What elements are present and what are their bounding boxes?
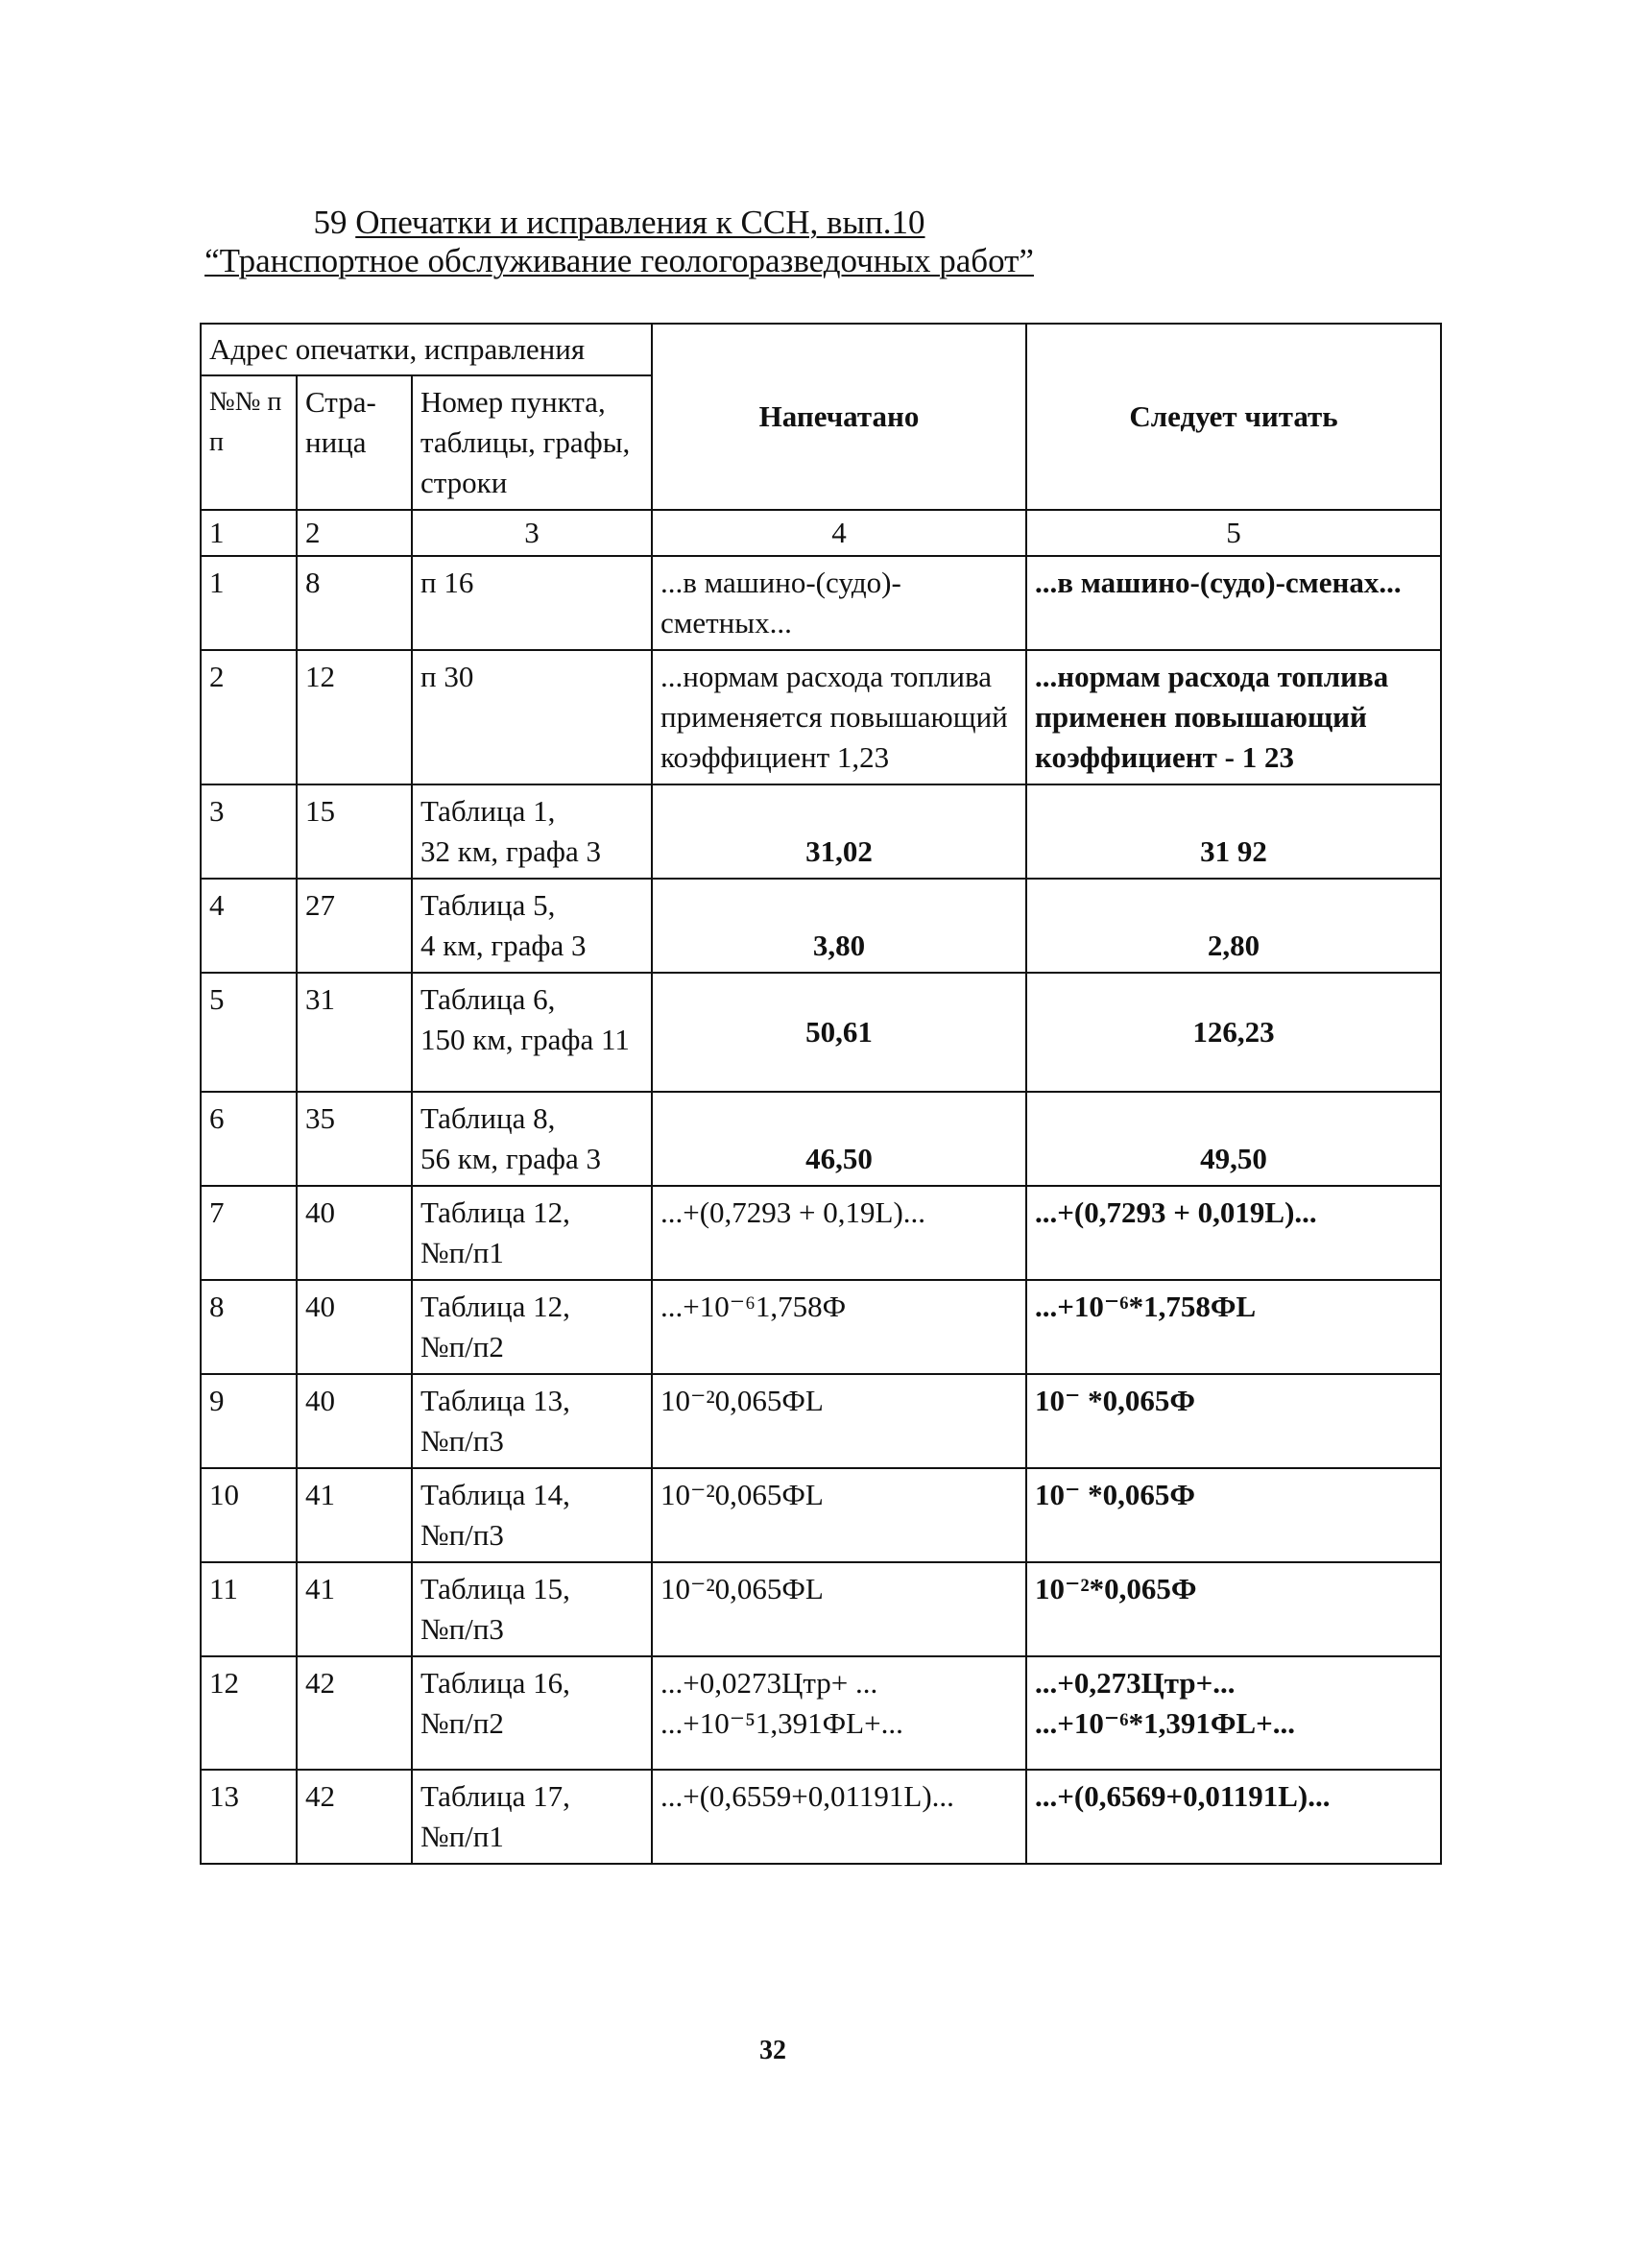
errata-row <box>201 1468 1441 1562</box>
errata-row <box>201 1770 1441 1864</box>
row-item: п 30 <box>412 650 652 784</box>
row-printed: 10⁻²0,065ФL <box>652 1374 1026 1468</box>
row-printed: 10⁻²0,065ФL <box>652 1468 1026 1562</box>
row-page: 40 <box>297 1186 412 1280</box>
row-item: Таблица 12, №п/п2 <box>412 1280 652 1374</box>
errata-table <box>200 323 1442 1865</box>
num-header: №№ п п <box>201 375 297 510</box>
row-correct: ...нормам расхода топлива применен повышающий коэффициент - 1 23 <box>1026 650 1441 784</box>
row-correct: ...+(0,7293 + 0,019L)... <box>1026 1186 1441 1280</box>
row-number: 8 <box>201 1280 297 1374</box>
errata-row <box>201 1092 1441 1186</box>
row-page: 12 <box>297 650 412 784</box>
row-page: 42 <box>297 1656 412 1770</box>
row-item: Таблица 12, №п/п1 <box>412 1186 652 1280</box>
row-page: 40 <box>297 1374 412 1468</box>
row-printed: ...+(0,7293 + 0,19L)... <box>652 1186 1026 1280</box>
errata-row <box>201 973 1441 1092</box>
errata-row <box>201 556 1441 650</box>
errata-row <box>201 879 1441 973</box>
printed-header: Напечатано <box>652 324 1026 510</box>
row-page: 27 <box>297 879 412 973</box>
row-item: Таблица 5, 4 км, графа 3 <box>412 879 652 973</box>
row-item: п 16 <box>412 556 652 650</box>
row-printed: ...+10⁻⁶1,758Ф <box>652 1280 1026 1374</box>
row-page: 8 <box>297 556 412 650</box>
row-number: 13 <box>201 1770 297 1864</box>
row-number: 11 <box>201 1562 297 1656</box>
row-correct: ...в машино-(судо)-сменах... <box>1026 556 1441 650</box>
document-title-line1 <box>0 204 1238 242</box>
row-page: 41 <box>297 1468 412 1562</box>
row-number: 2 <box>201 650 297 784</box>
errata-row <box>201 1374 1441 1468</box>
errata-row <box>201 784 1441 879</box>
row-page: 42 <box>297 1770 412 1864</box>
row-printed: ...нормам расхода топлива применяется повышающий коэффициент 1,23 <box>652 650 1026 784</box>
row-printed: 3,80 <box>652 879 1026 973</box>
row-number: 7 <box>201 1186 297 1280</box>
row-number: 1 <box>201 556 297 650</box>
row-page: 31 <box>297 973 412 1092</box>
errata-row <box>201 650 1441 784</box>
row-item: Таблица 17, №п/п1 <box>412 1770 652 1864</box>
row-number: 10 <box>201 1468 297 1562</box>
page-number: 32 <box>759 2036 786 2065</box>
row-correct: 126,23 <box>1026 973 1441 1092</box>
correct-header: Следует читать <box>1026 324 1441 510</box>
row-printed: ...в машино-(судо)-сметных... <box>652 556 1026 650</box>
row-printed: 31,02 <box>652 784 1026 879</box>
row-correct: 10⁻ *0,065Ф <box>1026 1468 1441 1562</box>
column-number: 3 <box>412 510 652 556</box>
row-printed: 46,50 <box>652 1092 1026 1186</box>
row-item: Таблица 15, №п/п3 <box>412 1562 652 1656</box>
row-number: 6 <box>201 1092 297 1186</box>
errata-row <box>201 1186 1441 1280</box>
errata-rows <box>201 556 1441 1864</box>
row-page: 41 <box>297 1562 412 1656</box>
row-correct: 10⁻²*0,065Ф <box>1026 1562 1441 1656</box>
errata-row <box>201 1280 1441 1374</box>
header-row-1 <box>201 324 1441 375</box>
row-printed: ...+0,0273Цтр+ ... ...+10⁻⁵1,391ФL+... <box>652 1656 1026 1770</box>
row-item: Таблица 6, 150 км, графа 11 <box>412 973 652 1092</box>
row-item: Таблица 16, №п/п2 <box>412 1656 652 1770</box>
row-page: 35 <box>297 1092 412 1186</box>
column-number: 2 <box>297 510 412 556</box>
page-header: Стра- ница <box>297 375 412 510</box>
address-header: Адрес опечатки, исправления <box>201 324 652 375</box>
row-correct: ...+10⁻⁶*1,758ФL <box>1026 1280 1441 1374</box>
row-printed: 10⁻²0,065ФL <box>652 1562 1026 1656</box>
row-number: 3 <box>201 784 297 879</box>
row-number: 9 <box>201 1374 297 1468</box>
row-item: Таблица 14, №п/п3 <box>412 1468 652 1562</box>
row-page: 15 <box>297 784 412 879</box>
row-correct: 10⁻ *0,065Ф <box>1026 1374 1441 1468</box>
row-printed: 50,61 <box>652 973 1026 1092</box>
errata-row <box>201 1562 1441 1656</box>
row-correct: 49,50 <box>1026 1092 1441 1186</box>
errata-row <box>201 1656 1441 1770</box>
item-header: Номер пункта, таблицы, графы, строки <box>412 375 652 510</box>
row-number: 4 <box>201 879 297 973</box>
document-title-line2: “Транспортное обслуживание геологоразведочных работ” <box>204 242 1034 279</box>
row-number: 12 <box>201 1656 297 1770</box>
column-number: 1 <box>201 510 297 556</box>
row-item: Таблица 8, 56 км, графа 3 <box>412 1092 652 1186</box>
row-item: Таблица 13, №п/п3 <box>412 1374 652 1468</box>
column-number: 5 <box>1026 510 1441 556</box>
section-title: Опечатки и исправления к ССН, вып.10 <box>355 204 925 241</box>
column-number: 4 <box>652 510 1026 556</box>
row-correct: 31 92 <box>1026 784 1441 879</box>
row-correct: 2,80 <box>1026 879 1441 973</box>
row-correct: ...+(0,6569+0,01191L)... <box>1026 1770 1441 1864</box>
column-numbers-row <box>201 510 1441 556</box>
row-number: 5 <box>201 973 297 1092</box>
row-printed: ...+(0,6559+0,01191L)... <box>652 1770 1026 1864</box>
section-number: 59 <box>313 204 348 241</box>
row-correct: ...+0,273Цтр+... ...+10⁻⁶*1,391ФL+... <box>1026 1656 1441 1770</box>
row-item: Таблица 1, 32 км, графа 3 <box>412 784 652 879</box>
row-page: 40 <box>297 1280 412 1374</box>
